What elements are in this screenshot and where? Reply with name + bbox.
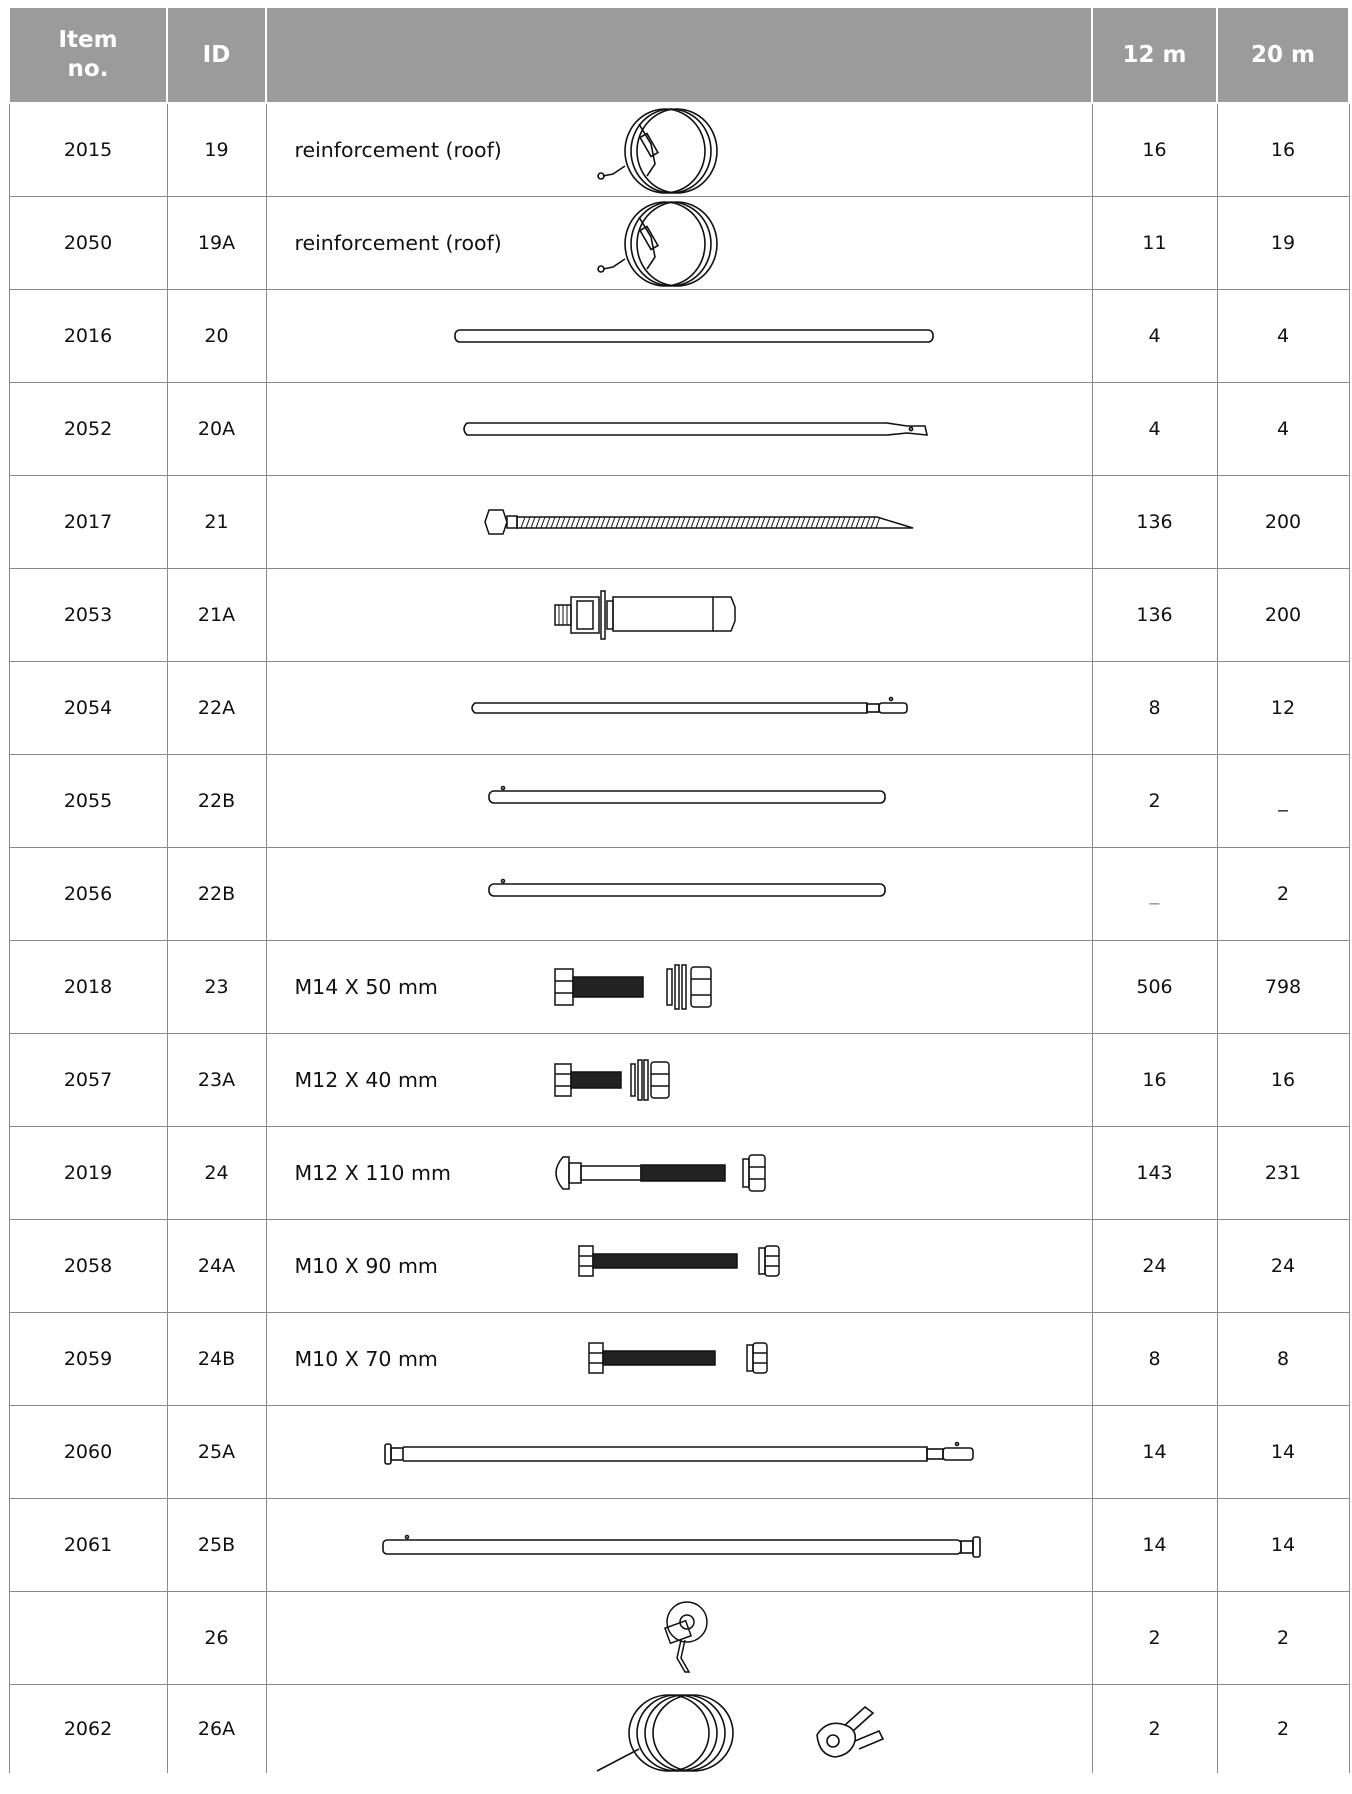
id-cell: 20A [167,383,266,476]
description-label: M12 X 110 mm [294,1161,451,1185]
tube-flat-end-icon [267,383,1093,475]
table-row [9,1127,1349,1220]
qty-12m-cell: 24 [1092,1220,1217,1313]
item-no-cell: 2055 [9,755,167,848]
qty-12m-cell: 14 [1092,1406,1217,1499]
qty-20m-cell: 16 [1217,1034,1349,1127]
description-label: M12 X 40 mm [294,1068,438,1092]
description-cell [266,476,1092,569]
qty-12m-cell: 4 [1092,290,1217,383]
item-no-cell: 2019 [9,1127,167,1220]
table-row [9,383,1349,476]
item-no-cell: 2015 [9,103,167,197]
item-no-cell: 2052 [9,383,167,476]
qty-20m-cell: 200 [1217,569,1349,662]
hex-bolt-nut-icon [267,1313,1093,1405]
header-12m: 12 m [1092,7,1217,103]
id-cell: 24B [167,1313,266,1406]
id-cell: 23A [167,1034,266,1127]
id-cell: 19A [167,197,266,290]
qty-12m-cell: 16 [1092,1034,1217,1127]
table-row [9,662,1349,755]
description-label: M10 X 90 mm [294,1254,438,1278]
qty-20m-cell: 19 [1217,197,1349,290]
header-item-no: Item no. [9,7,167,103]
description-label: reinforcement (roof) [294,138,502,162]
item-no-cell: 2016 [9,290,167,383]
qty-20m-cell: 4 [1217,383,1349,476]
description-cell [266,290,1092,383]
qty-12m-cell: 136 [1092,476,1217,569]
item-no-cell: 2060 [9,1406,167,1499]
table-row [9,941,1349,1034]
item-no-cell: 2050 [9,197,167,290]
id-cell: 25A [167,1406,266,1499]
table-row [9,1220,1349,1313]
description-cell [266,103,1092,197]
qty-20m-cell: 2 [1217,1685,1349,1774]
description-cell [266,755,1092,848]
qty-12m-cell: 506 [1092,941,1217,1034]
table-row [9,476,1349,569]
header-description [266,7,1092,103]
qty-20m-cell: 16 [1217,103,1349,197]
item-no-cell: 2017 [9,476,167,569]
table-row [9,569,1349,662]
header-row [9,7,1349,103]
hex-bolt-nut-icon [267,1220,1093,1312]
bolt-washer-nut-icon [267,941,1093,1033]
table-row [9,755,1349,848]
qty-20m-cell: 2 [1217,1592,1349,1685]
table-row [9,1034,1349,1127]
table-row [9,1685,1349,1774]
qty-20m-cell: 14 [1217,1499,1349,1592]
anchor-bolt-icon [267,569,1093,661]
id-cell: 24A [167,1220,266,1313]
long-rod-icon [267,1499,1093,1591]
id-cell: 23 [167,941,266,1034]
cable-coil-icon [267,197,1093,289]
id-cell: 20 [167,290,266,383]
qty-12m-cell: 2 [1092,1592,1217,1685]
description-cell [266,662,1092,755]
qty-12m-cell: 8 [1092,1313,1217,1406]
long-rod-icon [267,1406,1093,1498]
id-cell: 24 [167,1127,266,1220]
id-cell: 19 [167,103,266,197]
qty-20m-cell: 14 [1217,1406,1349,1499]
description-label: M14 X 50 mm [294,975,438,999]
table-row [9,290,1349,383]
qty-20m-cell: _ [1217,755,1349,848]
id-cell: 21 [167,476,266,569]
item-no-cell: 2059 [9,1313,167,1406]
cable-coil-icon [267,104,1093,196]
qty-12m-cell: 4 [1092,383,1217,476]
description-cell [266,1685,1092,1774]
qty-20m-cell: 2 [1217,848,1349,941]
qty-20m-cell: 8 [1217,1313,1349,1406]
item-no-cell: 2058 [9,1220,167,1313]
description-cell [266,1220,1092,1313]
table-row [9,1499,1349,1592]
item-no-cell: 2057 [9,1034,167,1127]
description-cell [266,383,1092,476]
qty-12m-cell: 2 [1092,1685,1217,1774]
qty-20m-cell: 12 [1217,662,1349,755]
table-row [9,1406,1349,1499]
id-cell: 26 [167,1592,266,1685]
qty-12m-cell: _ [1092,848,1217,941]
table-row [9,1313,1349,1406]
qty-12m-cell: 2 [1092,755,1217,848]
lag-screw-icon [267,476,1093,568]
qty-12m-cell: 143 [1092,1127,1217,1220]
qty-12m-cell: 14 [1092,1499,1217,1592]
table-row [9,103,1349,197]
qty-12m-cell: 16 [1092,103,1217,197]
description-label: reinforcement (roof) [294,231,502,255]
bolt-washer-nut-icon [267,1034,1093,1126]
qty-20m-cell: 231 [1217,1127,1349,1220]
qty-20m-cell: 798 [1217,941,1349,1034]
item-no-cell: 2061 [9,1499,167,1592]
table-row [9,848,1349,941]
id-cell: 21A [167,569,266,662]
description-cell [266,848,1092,941]
description-cell [266,941,1092,1034]
qty-20m-cell: 200 [1217,476,1349,569]
id-cell: 22B [167,755,266,848]
tube-icon [267,290,1093,382]
description-cell [266,1499,1092,1592]
id-cell: 26A [167,1685,266,1774]
qty-20m-cell: 4 [1217,290,1349,383]
description-cell [266,569,1092,662]
item-no-cell: 2018 [9,941,167,1034]
table-row [9,1592,1349,1685]
item-no-cell: 2056 [9,848,167,941]
wire-rope-clamp-icon [267,1685,1093,1773]
rod-icon [267,755,1093,847]
item-no-cell: 2062 [9,1685,167,1774]
id-cell: 25B [167,1499,266,1592]
item-no-cell: 2054 [9,662,167,755]
header-id: ID [167,7,266,103]
qty-12m-cell: 136 [1092,569,1217,662]
header-20m: 20 m [1217,7,1349,103]
description-cell [266,1406,1092,1499]
description-cell [266,1313,1092,1406]
description-cell [266,1592,1092,1685]
item-no-cell: 2053 [9,569,167,662]
id-cell: 22B [167,848,266,941]
table-row [9,197,1349,290]
rod-icon [267,848,1093,940]
qty-12m-cell: 11 [1092,197,1217,290]
carriage-bolt-nut-icon [267,1127,1093,1219]
description-cell [266,197,1092,290]
qty-20m-cell: 24 [1217,1220,1349,1313]
description-cell [266,1127,1092,1220]
rod-pin-end-icon [267,662,1093,754]
description-label: M10 X 70 mm [294,1347,438,1371]
description-cell [266,1034,1092,1127]
pulley-icon [267,1592,1093,1684]
id-cell: 22A [167,662,266,755]
qty-12m-cell: 8 [1092,662,1217,755]
item-no-cell [9,1592,167,1685]
parts-table [8,6,1350,1773]
